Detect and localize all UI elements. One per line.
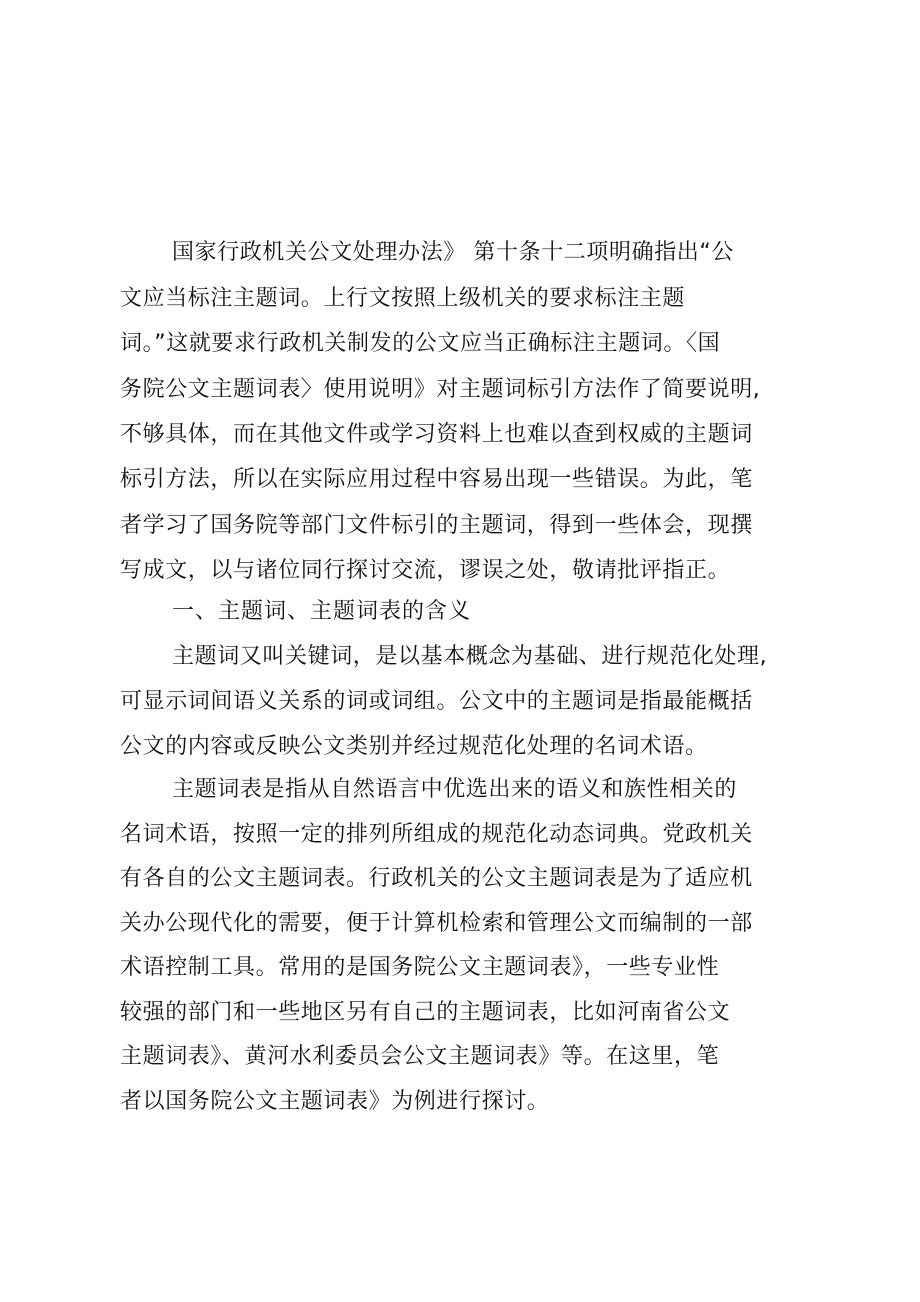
- paragraph-1-line-2: 文应当标注主题词。上行文按照上级机关的要求标注主题: [120, 286, 686, 311]
- paragraph-3-line-4: 关办公现代化的需要，便于计算机检索和管理公文而编制的一部: [120, 911, 753, 936]
- paragraph-3-line-7: 主题词表》、黄河水利委员会公文主题词表》等。在这里，笔: [120, 1044, 720, 1069]
- paragraph-3-line-3: 有各自的公文主题词表。行政机关的公文主题词表是为了适应机: [120, 866, 753, 891]
- paragraph-1-line-3: 词。”这就要求行政机关制发的公文应当正确标注主题词。〈国: [120, 331, 721, 356]
- paragraph-2-line-3: 公文的内容或反映公文类别并经过规范化处理的名词术语。: [120, 734, 708, 759]
- paragraph-1-line-8: 写成文，以与诸位同行探讨交流，谬误之处，敬请批评指正。: [120, 558, 731, 583]
- section-heading: 一、主题词、主题词表的含义: [172, 599, 472, 624]
- paragraph-3-line-2: 名词术语，按照一定的排列所组成的规范化动态词典。党政机关: [120, 822, 753, 847]
- paragraph-1-line-7: 者学习了国务院等部门文件标引的主题词，得到一些体会，现撰: [120, 513, 753, 538]
- paragraph-3-line-6: 较强的部门和一些地区另有自己的主题词表，比如河南省公文: [120, 1000, 731, 1025]
- paragraph-3-line-1: 主题词表是指从自然语言中优选出来的语义和族性相关的: [172, 777, 738, 802]
- paragraph-2-line-2: 可显示词间语义关系的词或词组。公文中的主题词是指最能概括: [120, 689, 753, 714]
- paragraph-1-line-4: 务院公文主题词表〉使用说明》对主题词标引方法作了简要说明,: [120, 377, 761, 402]
- paragraph-2-line-1: 主题词又叫关键词，是以基本概念为基础、进行规范化处理,: [172, 644, 768, 669]
- paragraph-3-line-8: 者以国务院公文主题词表》为例进行探讨。: [120, 1089, 550, 1114]
- paragraph-1-line-5: 不够具体，而在其他文件或学习资料上也难以查到权威的主题词: [120, 422, 753, 447]
- paragraph-1-line-6: 标引方法，所以在实际应用过程中容易出现一些错误。为此，笔: [120, 467, 753, 492]
- paragraph-3-line-5: 术语控制工具。常用的是国务院公文主题词表》，一些专业性: [120, 955, 720, 980]
- paragraph-1-line-1: 国家行政机关公文处理办法》 第十条十二项明确指出“公: [172, 240, 734, 265]
